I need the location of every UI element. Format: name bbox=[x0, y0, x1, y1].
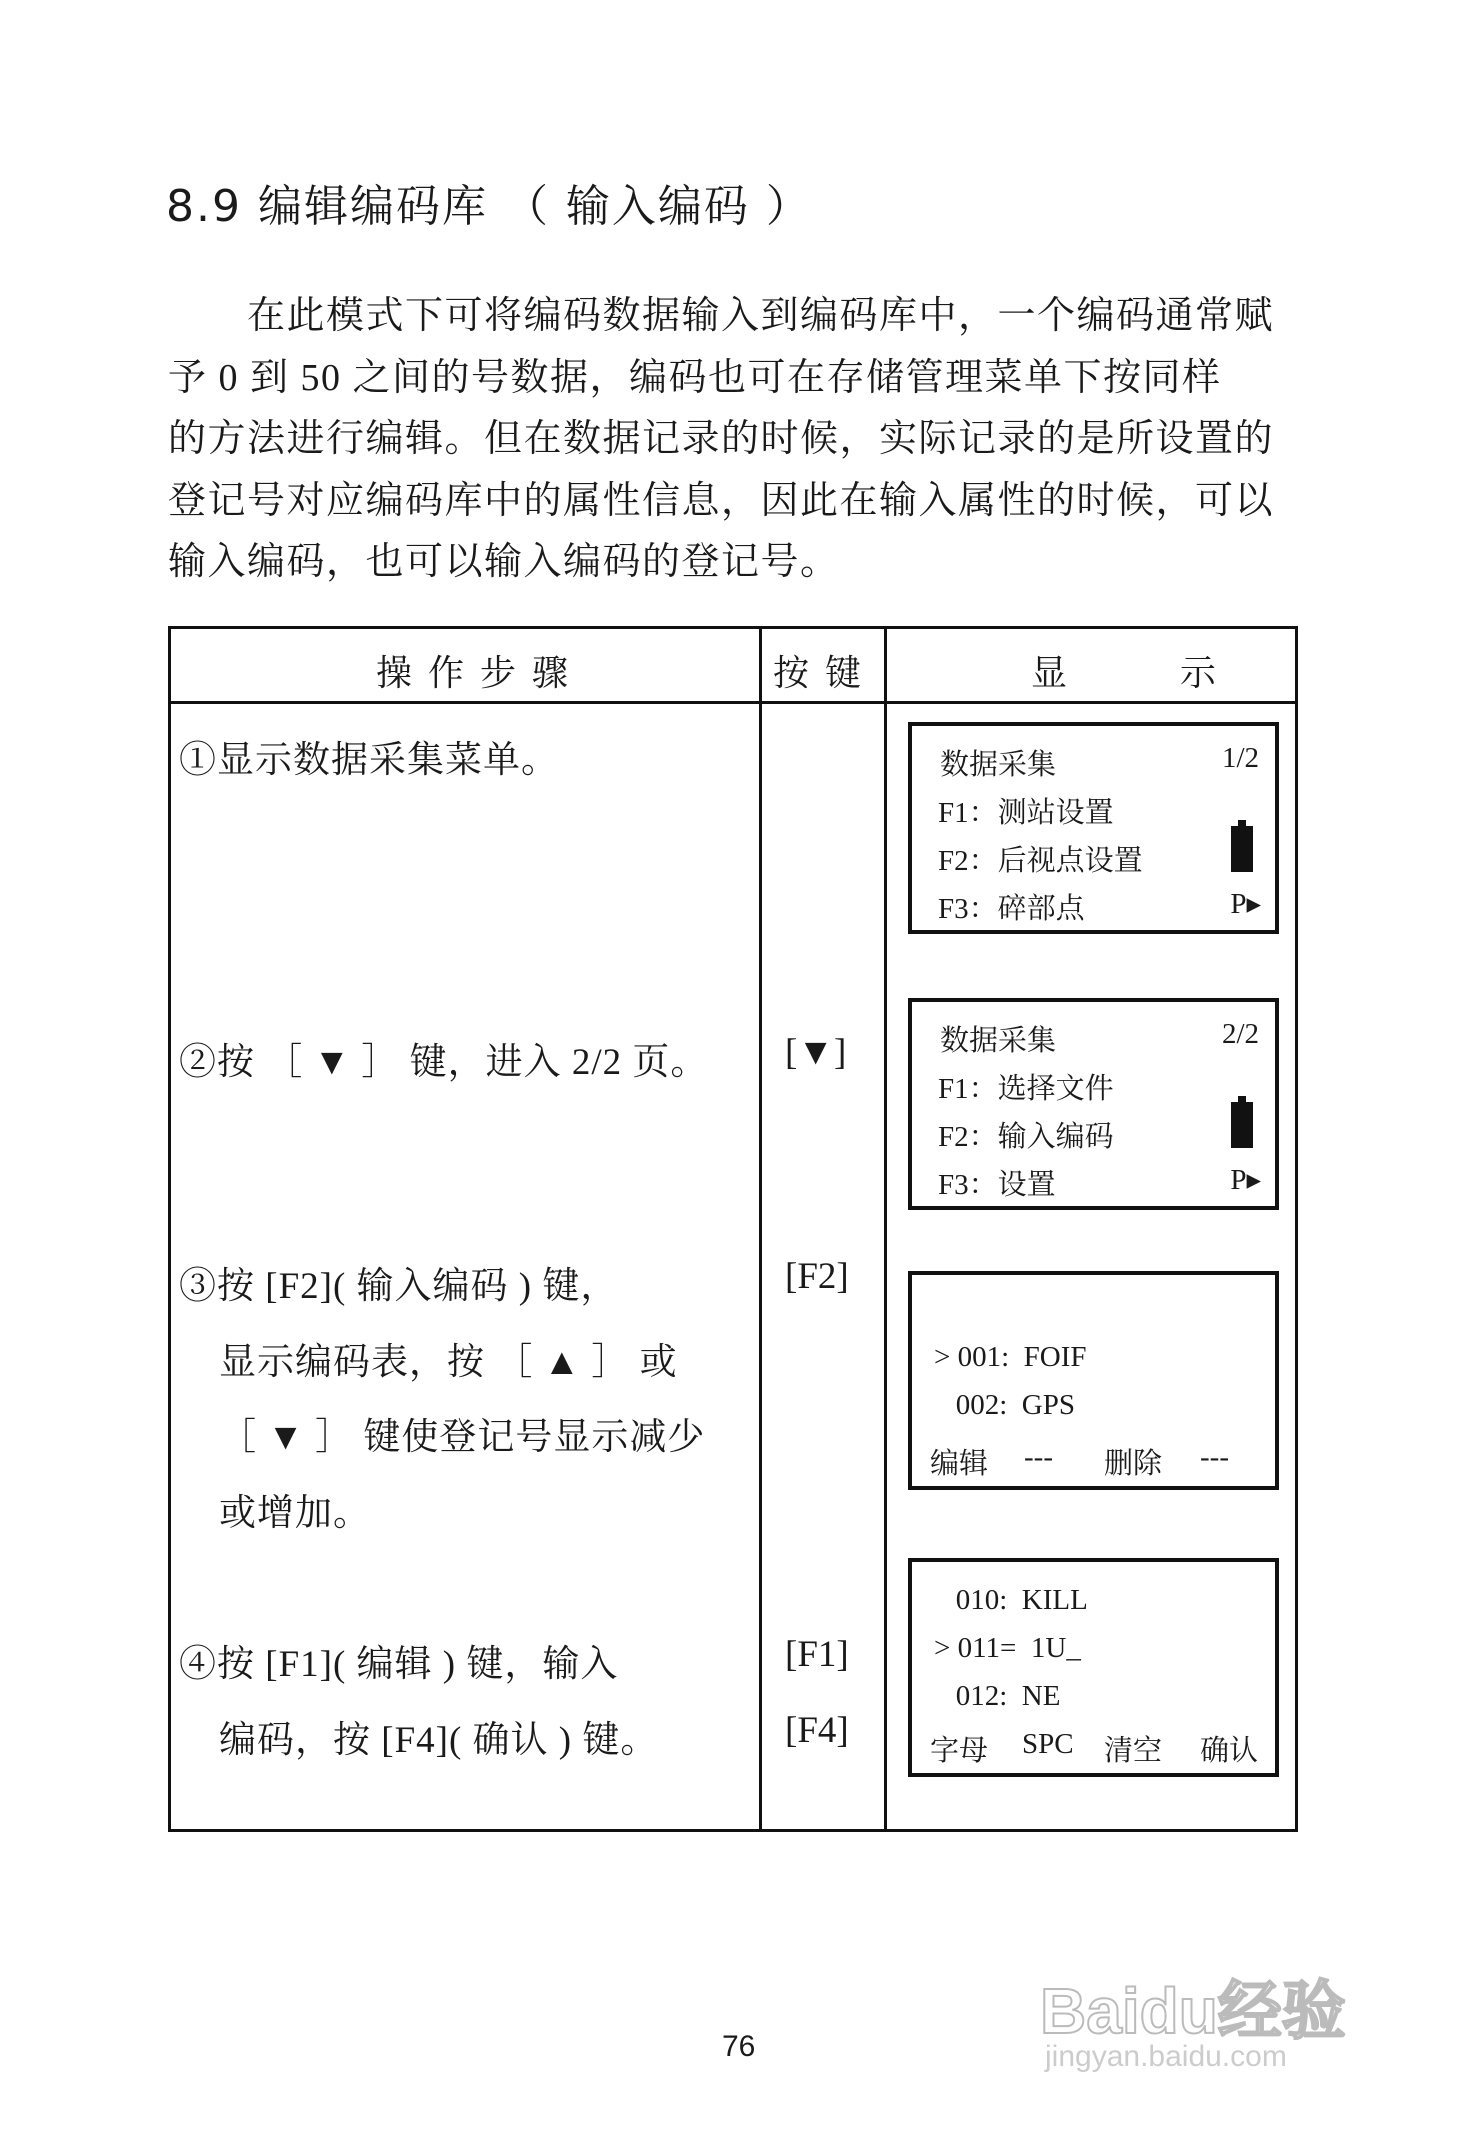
menu-f2: F2：后视点设置 bbox=[938, 845, 1143, 877]
code-row-editing: > 011= 1U_ bbox=[934, 1632, 1081, 1664]
code-row: 002: GPS bbox=[934, 1389, 1076, 1421]
display-screen-2 bbox=[908, 998, 1279, 1210]
step-1: ①显示数据采集菜单。 bbox=[179, 740, 559, 781]
paragraph-line: 予 0 到 50 之间的号数据，编码也可在存储管理菜单下按同样 bbox=[168, 357, 1222, 399]
baidu-watermark-logo: Baidu经验 bbox=[1040, 1975, 1346, 2047]
display-screen-3 bbox=[908, 1271, 1279, 1490]
softkey-f4: 确认 bbox=[1200, 1735, 1259, 1767]
procedure-table bbox=[168, 626, 1298, 1832]
key-f1: [F1] bbox=[785, 1634, 849, 1675]
screen-page: 2/2 bbox=[1221, 1018, 1259, 1050]
menu-f3: F3：设置 bbox=[938, 1169, 1056, 1201]
softkey-f3: 删除 bbox=[1104, 1448, 1163, 1480]
paragraph-line: 登记号对应编码库中的属性信息，因此在输入属性的时候，可以 bbox=[168, 480, 1275, 522]
display-screen-4 bbox=[908, 1558, 1279, 1777]
step-3-line: 显示编码表，按 ［ ▲ ］ 或 bbox=[219, 1342, 678, 1383]
screen-page: 1/2 bbox=[1221, 742, 1259, 774]
softkey-f1: 字母 bbox=[930, 1735, 989, 1767]
menu-f1: F1：测站设置 bbox=[938, 797, 1114, 829]
paragraph-line: 输入编码，也可以输入编码的登记号。 bbox=[168, 541, 840, 583]
more-pages-indicator: P▸ bbox=[1230, 1164, 1261, 1196]
page-number: 76 bbox=[722, 2030, 756, 2063]
screen-title: 数据采集 bbox=[940, 749, 1057, 781]
header-display: 显 示 bbox=[1031, 653, 1246, 694]
menu-f2: F2：输入编码 bbox=[938, 1121, 1114, 1153]
paragraph-line: 的方法进行编辑。但在数据记录的时候，实际记录的是所设置的 bbox=[168, 418, 1275, 460]
header-steps: 操作步骤 bbox=[376, 653, 585, 694]
softkey-f1: 编辑 bbox=[930, 1448, 989, 1480]
key-f4: [F4] bbox=[785, 1710, 849, 1751]
code-row: 010: KILL bbox=[934, 1584, 1088, 1616]
step-4-line: 编码，按 [F4]( 确认 ) 键。 bbox=[219, 1720, 659, 1761]
column-divider bbox=[884, 629, 887, 1829]
paragraph-line: 在此模式下可将编码数据输入到编码库中，一个编码通常赋 bbox=[168, 295, 1275, 337]
header-keys: 按键 bbox=[773, 653, 878, 694]
softkey-f2: SPC bbox=[1022, 1728, 1074, 1760]
step-3-line: ［ ▼ ］ 键使登记号显示减少 bbox=[219, 1417, 706, 1458]
section-title: 8.9 编辑编码库 （ 输入编码 ） bbox=[166, 181, 812, 232]
menu-f3: F3：碎部点 bbox=[938, 893, 1085, 925]
battery-icon bbox=[1231, 826, 1253, 872]
code-row: 012: NE bbox=[934, 1680, 1061, 1712]
menu-f1: F1：选择文件 bbox=[938, 1073, 1114, 1105]
step-2: ②按 ［ ▼ ］ 键，进入 2/2 页。 bbox=[179, 1042, 709, 1083]
key-f2: [F2] bbox=[785, 1256, 849, 1297]
softkey-f2: --- bbox=[1024, 1441, 1053, 1473]
header-divider bbox=[171, 701, 1295, 704]
step-4-line: ④按 [F1]( 编辑 ) 键，输入 bbox=[179, 1644, 619, 1685]
softkey-f3: 清空 bbox=[1104, 1735, 1163, 1767]
code-row: > 001: FOIF bbox=[934, 1341, 1087, 1373]
display-screen-1 bbox=[908, 722, 1279, 934]
key-down: [▼] bbox=[785, 1032, 847, 1073]
step-3-line: ③按 [F2]( 输入编码 ) 键， bbox=[179, 1266, 619, 1307]
battery-icon bbox=[1231, 1102, 1253, 1148]
step-3-line: 或增加。 bbox=[219, 1493, 371, 1534]
more-pages-indicator: P▸ bbox=[1230, 888, 1261, 920]
softkey-f4: --- bbox=[1200, 1441, 1229, 1473]
screen-title: 数据采集 bbox=[940, 1025, 1057, 1057]
column-divider bbox=[759, 629, 762, 1829]
baidu-watermark-url: jingyan.baidu.com bbox=[1045, 2040, 1287, 2073]
